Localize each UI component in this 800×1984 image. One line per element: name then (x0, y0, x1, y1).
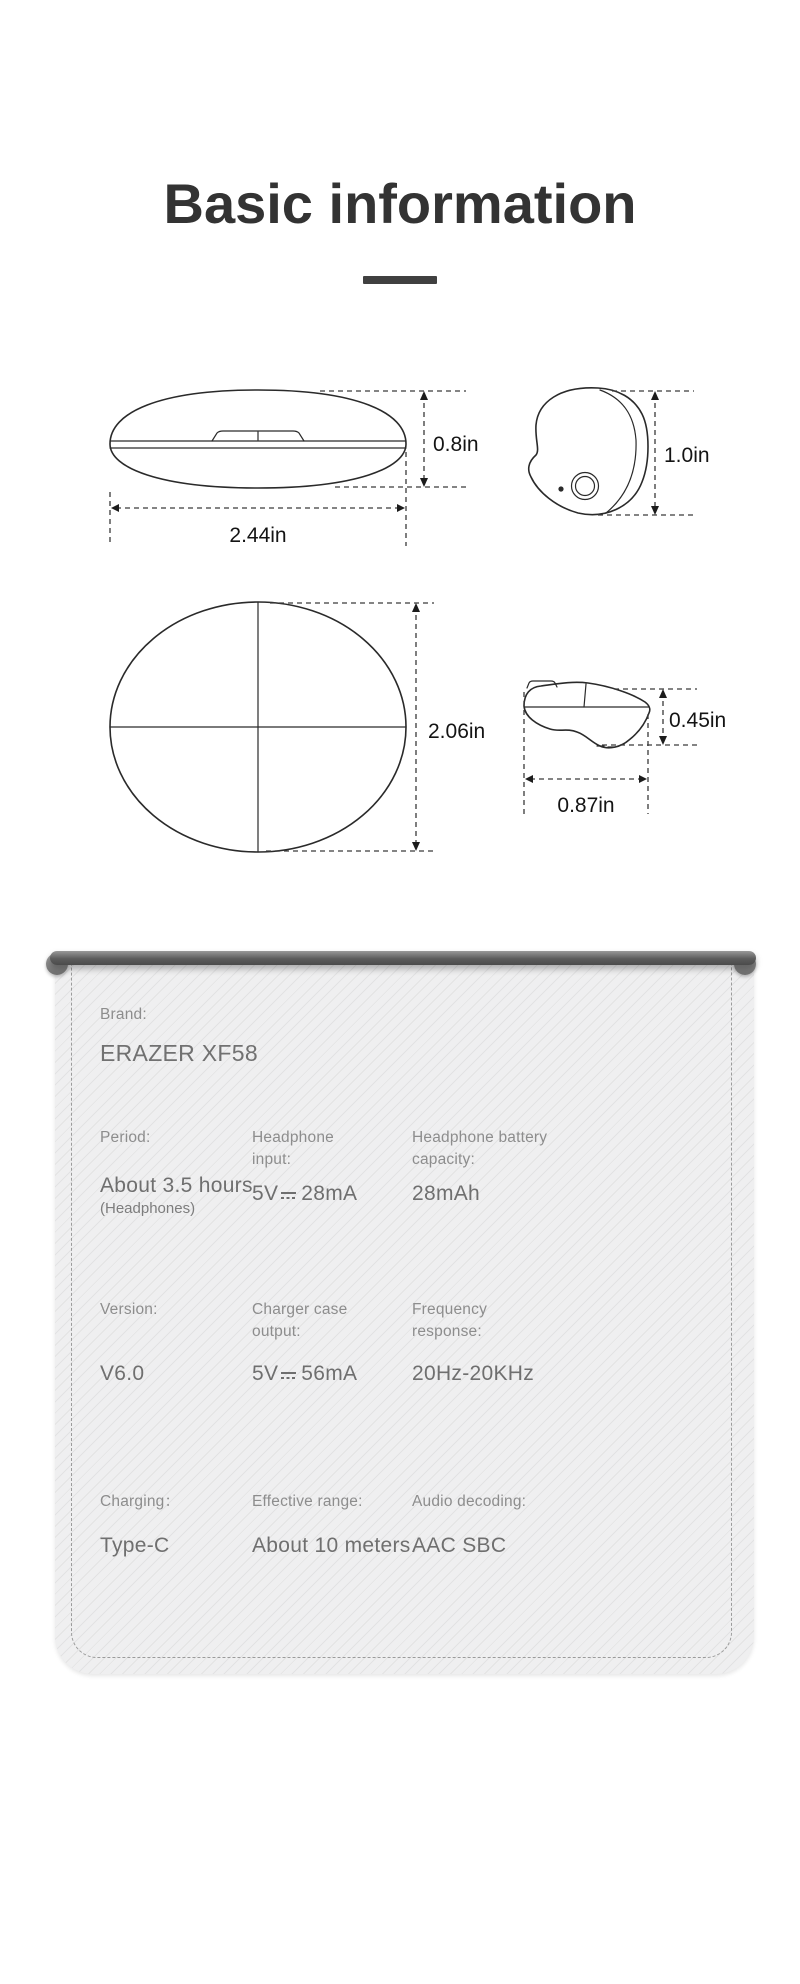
frequency-response-label: Frequency response: (412, 1301, 488, 1340)
spec-cell-audio-decoding (412, 1491, 552, 1559)
frequency-response-value: 20Hz-20KHz (412, 1362, 535, 1385)
headphone-input-voltage: 5V (252, 1182, 279, 1205)
charging-value: Type-C (100, 1534, 170, 1557)
audio-decoding-value: AAC SBC (412, 1534, 507, 1557)
spec-cell-battery-capacity (412, 1127, 552, 1207)
case-height-dimension-label: 0.8in (433, 433, 479, 456)
effective-range-value: About 10 meters (252, 1534, 411, 1557)
spec-cell-frequency-response (412, 1299, 552, 1387)
dimension-diagrams (0, 0, 800, 870)
charger-output-voltage: 5V (252, 1362, 279, 1385)
spec-cell-period (100, 1127, 253, 1219)
headphone-input-current: 28mA (301, 1182, 358, 1205)
period-note: (Headphones) (100, 1200, 196, 1217)
charger-case-output-value (252, 1361, 367, 1387)
spec-card-content (55, 960, 754, 1674)
brand-value: ERAZER XF58 (100, 1040, 258, 1066)
earbud-front-view-drawing (529, 388, 710, 515)
page-title: Basic information (163, 171, 637, 235)
earbud-side-height-dimension-label: 0.45in (669, 709, 727, 732)
version-value: V6.0 (100, 1362, 145, 1385)
earbud-side-view-drawing (524, 681, 726, 817)
case-top-dimension-label: 2.06in (428, 720, 486, 743)
effective-range-label: Effective range: (252, 1493, 363, 1510)
charger-case-output-label: Charger case output: (252, 1301, 348, 1340)
case-width-dimension-label: 2.44in (229, 524, 287, 547)
brand-label: Brand: (100, 1006, 147, 1023)
charger-output-current: 56mA (301, 1362, 358, 1385)
period-label: Period: (100, 1129, 151, 1146)
period-value: About 3.5 hours (100, 1174, 253, 1197)
battery-capacity-label: Headphone battery capacity: (412, 1129, 548, 1168)
spec-cell-headphone-input (252, 1127, 367, 1207)
audio-decoding-label: Audio decoding: (412, 1493, 527, 1510)
earbud-height-dimension-label: 1.0in (664, 444, 710, 467)
dc-symbol-icon (281, 1372, 296, 1380)
case-side-view-drawing (110, 390, 479, 547)
headphone-input-value (252, 1181, 367, 1207)
version-label: Version: (100, 1301, 158, 1318)
battery-capacity-value: 28mAh (412, 1182, 481, 1205)
spec-cell-charging (100, 1491, 250, 1559)
headphone-input-label: Headphone input: (252, 1129, 334, 1168)
spec-cell-charger-case-output (252, 1299, 367, 1387)
dc-symbol-icon (281, 1192, 296, 1200)
spec-cell-version (100, 1299, 250, 1387)
charging-label: Charging： (100, 1493, 181, 1510)
spec-cell-effective-range (252, 1491, 411, 1559)
case-top-view-drawing (110, 602, 485, 852)
earbud-side-width-dimension-label: 0.87in (557, 794, 615, 817)
